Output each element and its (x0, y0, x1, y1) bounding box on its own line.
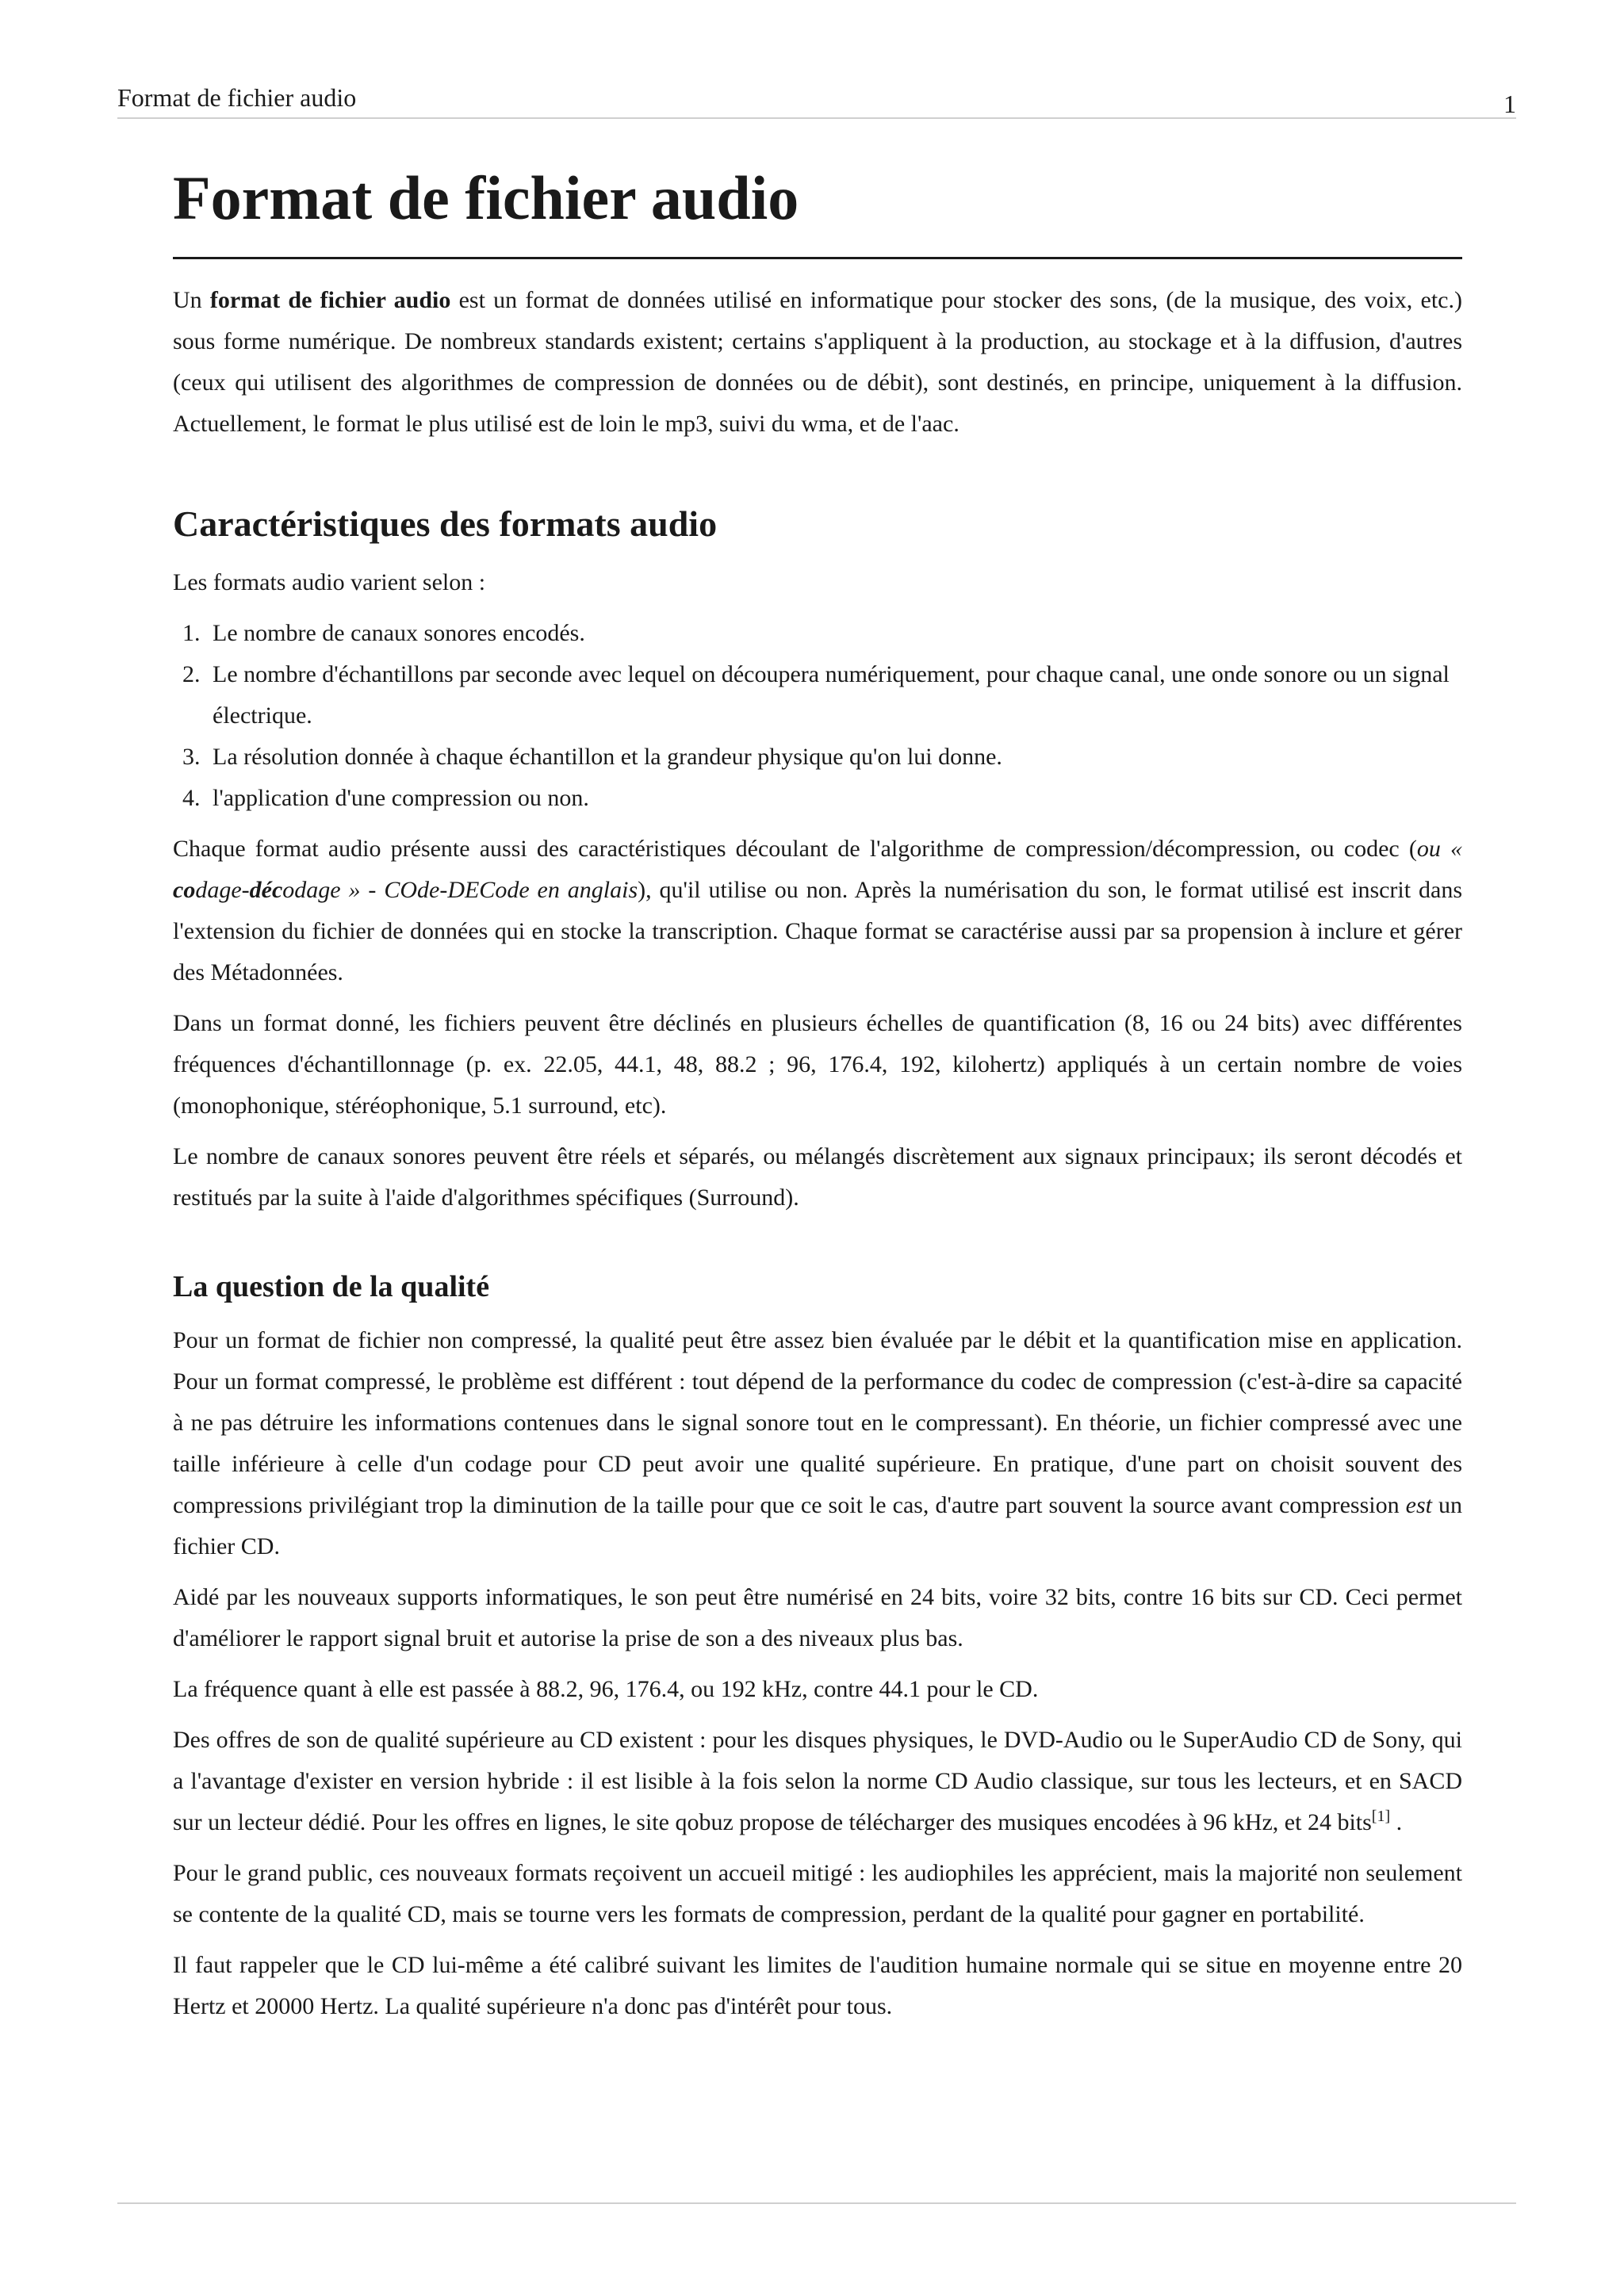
qualite-p1-emphasis: est (1405, 1492, 1432, 1518)
article-body (173, 155, 1462, 2037)
list-item: 2. Le nombre d'échantillons par seconde avec lequel on découpera numériquement, pour chaque canal, une onde sonore ou un signal électrique. (206, 654, 1462, 737)
qualite-paragraph-6: Il faut rappeler que le CD lui-même a été calibré suivant les limites de l'audition humaine normale qui se situe en moyenne entre 20 Hertz et 20000 Hertz. La qualité supérieure n'a donc pas d'intérêt pour tous. (173, 1952, 1462, 2019)
qualite-p4-text: Des offres de son de qualité supérieure au CD existent : pour les disques physiques, le DVD-Audio ou le SuperAudio CD de Sony, qui a l'avantage d'exister en version hybride : il est lisible à la fois selon la norme CD Audio classique, sur tous les lecteurs, et en SACD sur un lecteur dédié. Pour les offres en lignes, le site qobuz propose de télécharger des musiques encodées à 96 kHz, et 24 bits (173, 1727, 1462, 1835)
quantification-paragraph: Dans un format donné, les fichiers peuvent être déclinés en plusieurs échelles de quantification (8, 16 ou 24 bits) avec différentes fréquences d'échantillonnage (p. ex. 22.05, 44.1, 48, 88.2 ; 96, 176.4, 192, kilohertz) appliqués à un certain nombre de voies (monophonique, stéréophonique, 5.1 surround, etc). (173, 1010, 1462, 1119)
qualite-p4-end: . (1390, 1809, 1403, 1835)
running-title: Format de fichier audio (117, 83, 357, 112)
qualite-paragraph-1 (173, 1320, 1462, 1567)
running-header (117, 78, 1516, 119)
qualite-p1-text: Pour un format de fichier non compressé, la qualité peut être assez bien évaluée par le débit et la quantification mise en application. Pour un format compressé, le problème est différent : tout dépend de la performance du codec de compression (c'est-à-dire sa capacité à ne pas détruire les informations contenues dans le signal sonore tout en le compressant). En théorie, un fichier compressé avec une taille inférieure à celle d'un codage pour CD peut avoir une qualité supérieure. En pratique, d'une part on choisit souvent des compressions privilégiant trop la diminution de la taille pour que ce soit le cas, d'autre part souvent la source avant compression (173, 1327, 1462, 1518)
canaux-paragraph: Le nombre de canaux sonores peuvent être réels et séparés, ou mélangés discrètement aux signaux principaux; ils seront décodés et restitués par la suite à l'aide d'algorithmes spécifiques (Surround). (173, 1143, 1462, 1211)
intro-bold-term: format de fichier audio (209, 287, 451, 313)
codec-italic-3: odage » - COde-DECode en anglais (282, 877, 638, 903)
codec-text-start: Chaque format audio présente aussi des caractéristiques découlant de l'algorithme de compression/décompression, ou codec ( (173, 836, 1417, 862)
codec-paragraph (173, 828, 1462, 993)
characteristics-list (173, 613, 1462, 819)
footer-divider (117, 2202, 1516, 2204)
qualite-p1-end: un fichier CD. (173, 1492, 1462, 1559)
qualite-paragraph-2: Aidé par les nouveaux supports informatiques, le son peut être numérisé en 24 bits, voire 32 bits, contre 16 bits sur CD. Ceci permet d'améliorer le rapport signal bruit et autorise la prise de son a des niveaux plus bas. (173, 1584, 1462, 1651)
section-heading-caracteristiques: Caractéristiques des formats audio (173, 503, 718, 544)
list-item: 3. La résolution donnée à chaque échantillon et la grandeur physique qu'on lui donne. (206, 737, 1462, 778)
page-number: 1 (1503, 90, 1516, 118)
codec-bold-2: déc (249, 877, 283, 903)
reference-link[interactable]: [1] (1371, 1808, 1391, 1825)
section-heading-qualite: La question de la qualité (173, 1270, 490, 1303)
qualite-paragraph-4 (173, 1720, 1462, 1843)
codec-text-end: ), qu'il utilise ou non. Après la numérisation du son, le format utilisé est inscrit dans l'extension du fichier de données qui en stocke la transcription. Chaque format se caractérise aussi par sa propension à inclure et gérer des Métadonnées. (173, 877, 1463, 985)
intro-paragraph (173, 280, 1462, 445)
qualite-paragraph-5: Pour le grand public, ces nouveaux formats reçoivent un accueil mitigé : les audiophiles les apprécient, mais la majorité non seulement se contente de la qualité CD, mais se tourne vers les formats de compression, perdant de la qualité pour gagner en portabilité. (173, 1860, 1462, 1927)
codec-italic-2: dage- (195, 877, 250, 903)
page-title: Format de fichier audio (173, 155, 1462, 259)
intro-text-end: est un format de données utilisé en informatique pour stocker des sons, (de la musique, des voix, etc.) sous forme numérique. De nombreux standards existent; certains s'appliquent à la production, au stockage et à la diffusion, d'autres (ceux qui utilisent des algorithmes de compression de données ou de débit), sont destinés, en principe, uniquement à la diffusion. Actuellement, le format le plus utilisé est de loin le mp3, suivi du wma, et de l'aac. (173, 287, 1462, 437)
list-item: 1. Le nombre de canaux sonores encodés. (206, 613, 1462, 654)
list-item: 4. l'application d'une compression ou non. (206, 778, 1462, 819)
qualite-paragraph-3: La fréquence quant à elle est passée à 88.2, 96, 176.4, ou 192 kHz, contre 44.1 pour le CD. (173, 1676, 1039, 1702)
codec-italic-1: ou « (1416, 836, 1463, 862)
intro-text-start: Un (173, 287, 210, 313)
section1-lead: Les formats audio varient selon : (173, 569, 486, 595)
codec-bold-1: co (173, 877, 196, 903)
